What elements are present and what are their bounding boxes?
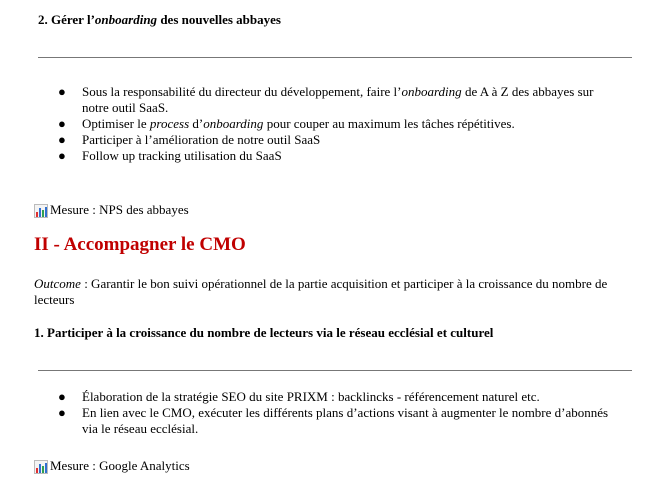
list-item: ● Élaboration de la stratégie SEO du site PRIXM : backlincks - référencement naturel etc. (58, 389, 540, 404)
subsection-1-bullet-list (58, 389, 618, 437)
bullet: ● (58, 84, 66, 99)
section-title: II - Accompagner le CMO (34, 234, 246, 255)
outcome-text: : Garantir le bon suivi opérationnel de la partie acquisition et participer à la croissance du nombre de lecteurs (34, 276, 608, 307)
section-2-bullet-list (58, 84, 618, 164)
heading-emphasis: onboarding (94, 12, 158, 27)
heading-text: 2. Gérer l’ (38, 12, 95, 27)
measure-text: Mesure : NPS des abbayes (50, 202, 189, 217)
bullet: ● (58, 405, 66, 420)
list-item: ● En lien avec le CMO, exécuter les différents plans d’actions visant à augmenter le nombre d’abonnés via le réseau ecclésial. (58, 405, 609, 436)
bar-chart-icon (34, 460, 48, 474)
bar-chart-icon (34, 204, 48, 218)
list-item: ● Follow up tracking utilisation du SaaS (58, 148, 282, 163)
horizontal-rule (38, 57, 632, 58)
list-item: ● Sous la responsabilité du directeur du développement, faire l’onboarding de A à Z des abbayes sur notre outil SaaS. (58, 84, 594, 115)
measure-text: Mesure : Google Analytics (50, 458, 190, 473)
bullet: ● (58, 116, 66, 131)
outcome-paragraph (34, 276, 634, 308)
measure-nps (34, 202, 189, 218)
horizontal-rule (38, 370, 632, 371)
list-item: ● Optimiser le process d’onboarding pour couper au maximum les tâches répétitives. (58, 116, 515, 131)
list-item: ● Participer à l’amélioration de notre outil SaaS (58, 132, 321, 147)
subsection-1-heading: 1. Participer à la croissance du nombre de lecteurs via le réseau ecclésial et culturel (34, 325, 494, 340)
heading-text: des nouvelles abbayes (157, 12, 281, 27)
bullet: ● (58, 389, 66, 404)
section-2-heading (38, 12, 281, 28)
bullet: ● (58, 132, 66, 147)
bullet: ● (58, 148, 66, 163)
outcome-label: Outcome (34, 276, 81, 291)
measure-analytics (34, 458, 190, 474)
